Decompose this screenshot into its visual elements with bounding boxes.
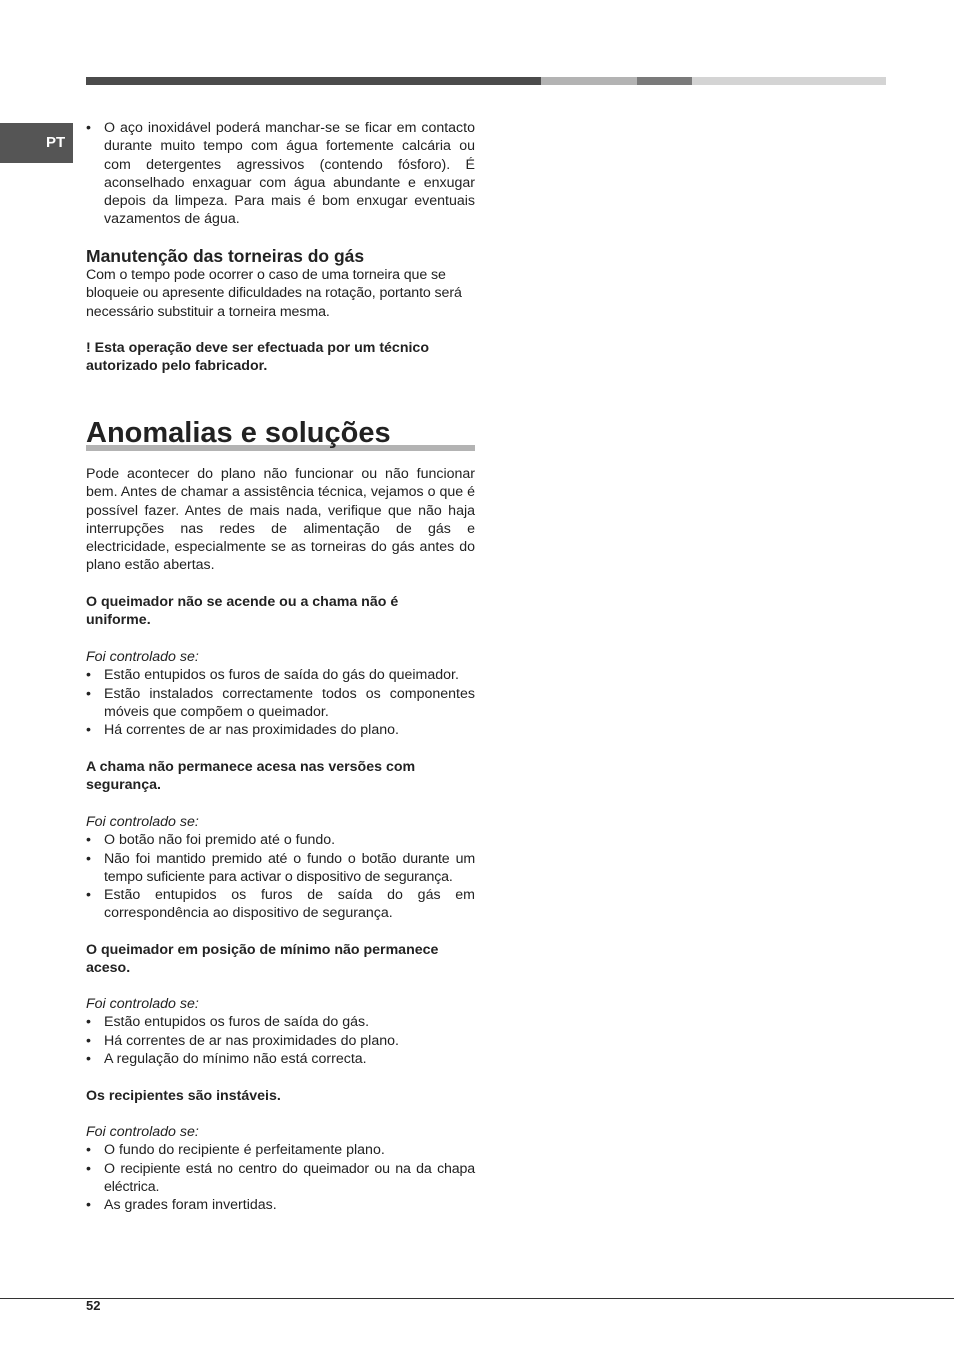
check-list [86, 1013, 475, 1068]
list-item: • Há correntes de ar nas proximidades do plano. [86, 1032, 475, 1050]
problem-checks-1 [86, 648, 475, 739]
problem-title: Os recipientes são instáveis. [86, 1088, 281, 1104]
check-label: Foi controlado se: [86, 649, 199, 665]
list-item: • Estão entupidos os furos de saída do gás. [86, 1013, 475, 1031]
check-list [86, 666, 475, 739]
list-item: • Estão entupidos os furos de saída do gás do queimador. [86, 666, 475, 684]
list-item: • Não foi mantido premido até o fundo o botão durante um tempo suficiente para activar o dispositivo de segurança. [86, 850, 475, 887]
section-intro-block [86, 465, 475, 575]
header-bar-segment [637, 77, 692, 85]
section-intro: Pode acontecer do plano não funcionar ou não funcionar bem. Antes de chamar a assistência técnica, vejamos o que é possível fazer. Antes de mais nada, verifique que não haja interrupções nas redes de alimentação de gás e electricidade, especialmente se as torneiras do gás antes do plano estão abertas. [86, 466, 475, 574]
problem-title: A chama não permanece acesa nas versões com segurança. [86, 759, 416, 794]
check-label: Foi controlado se: [86, 1124, 199, 1140]
header-bar-segment [541, 77, 637, 85]
maintenance-body: Com o tempo pode ocorrer o caso de uma torneira que se bloqueie ou apresente dificuldades na rotação, portanto será necessário substituir a torneira mesma. [86, 267, 462, 320]
problem-checks-4 [86, 1123, 475, 1214]
intro-block [86, 119, 475, 229]
list-item: • O recipiente está no centro do queimador ou na da chapa eléctrica. [86, 1160, 475, 1197]
problem-title: O queimador em posição de mínimo não permanece aceso. [86, 942, 439, 977]
list-item: • As grades foram invertidas. [86, 1196, 475, 1214]
list-item: • O botão não foi premido até o fundo. [86, 831, 475, 849]
list-item: • Estão instalados correctamente todos os componentes móveis que compõem o queimador. [86, 685, 475, 722]
section-title [86, 413, 475, 453]
list-item: • A regulação do mínimo não está correcta. [86, 1050, 475, 1068]
problem-block-1 [86, 593, 475, 630]
problem-title: O queimador não se acende ou a chama não é uniforme. [86, 594, 399, 629]
list-item: • Estão entupidos os furos de saída do gás em correspondência ao dispositivo de segurança. [86, 886, 475, 923]
header-color-bar [86, 77, 886, 85]
header-bar-segment [86, 77, 541, 85]
header-bar-segment [692, 77, 886, 85]
check-list [86, 831, 475, 922]
problem-checks-2 [86, 813, 475, 923]
problem-block-3 [86, 941, 475, 978]
maintenance-warning-block [86, 339, 475, 376]
problem-block-2 [86, 758, 475, 795]
maintenance-block [86, 246, 475, 321]
language-tab: PT [0, 123, 73, 163]
list-item: • O fundo do recipiente é perfeitamente plano. [86, 1141, 475, 1159]
list-item: • Há correntes de ar nas proximidades do plano. [86, 721, 475, 739]
section-title-text: Anomalias e soluções [86, 417, 391, 449]
intro-bullet-list [86, 119, 475, 229]
check-label: Foi controlado se: [86, 996, 199, 1012]
problem-block-4 [86, 1087, 475, 1105]
problem-checks-3 [86, 995, 475, 1068]
footer-rule [0, 1298, 954, 1299]
maintenance-warning: ! Esta operação deve ser efectuada por um técnico autorizado pelo fabricador. [86, 340, 429, 375]
maintenance-heading: Manutenção das torneiras do gás [86, 246, 365, 266]
page-number: 52 [86, 1298, 101, 1313]
list-item: • O aço inoxidável poderá manchar-se se ficar em contacto durante muito tempo com água fortemente calcária ou com detergentes agressivos (contendo fósforo). É aconselhado enxaguar com água abundante e enxugar depois da limpeza. Para mais é bom enxugar eventuais vazamentos de água. [86, 119, 475, 229]
check-label: Foi controlado se: [86, 814, 199, 830]
check-list [86, 1141, 475, 1214]
